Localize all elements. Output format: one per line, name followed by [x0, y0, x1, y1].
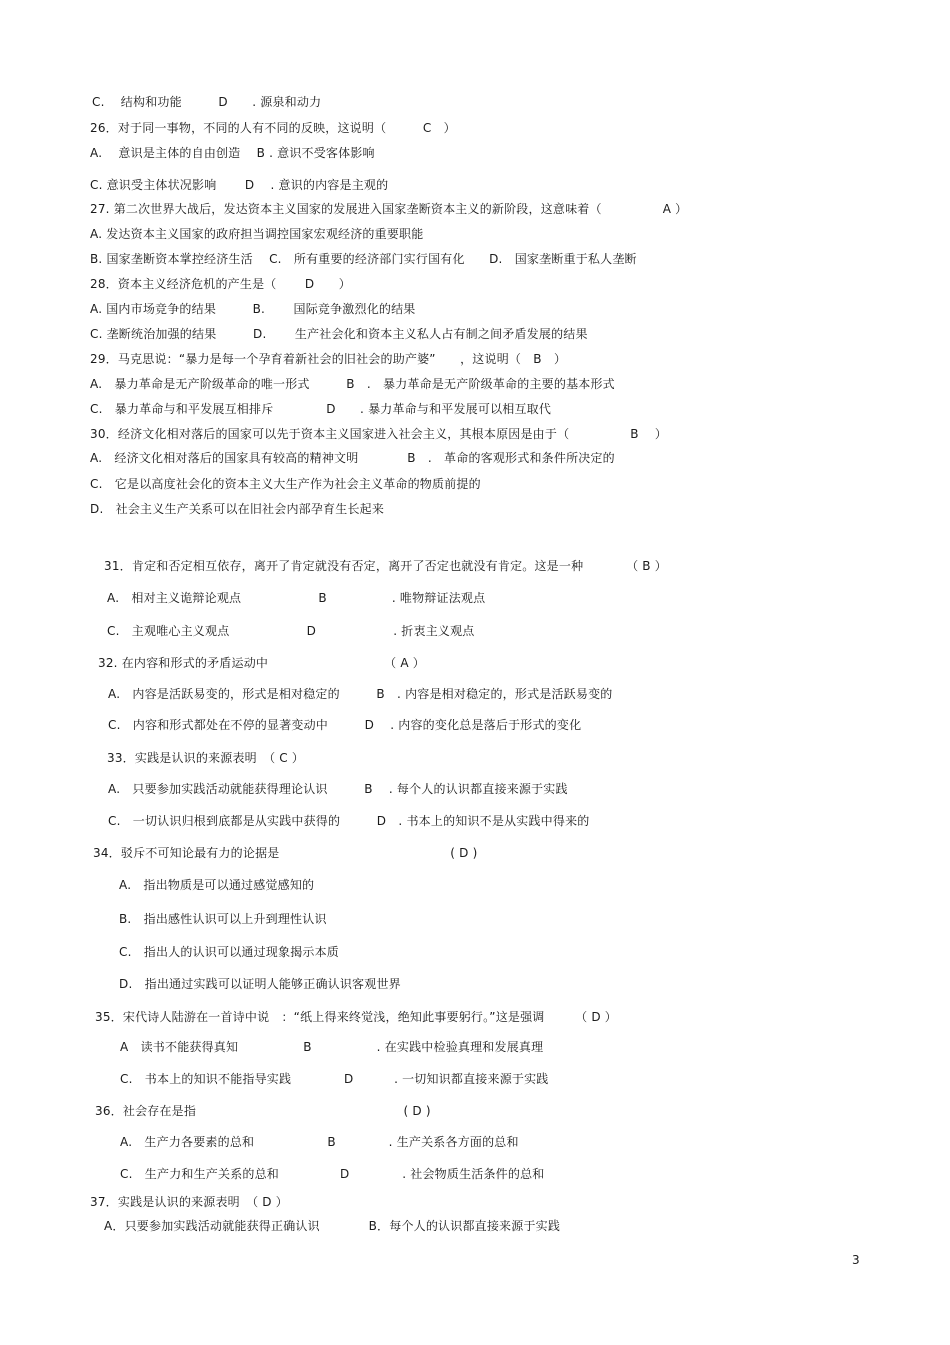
question-36-option-ab: A. 生产力各要素的总和 B . 生产关系各方面的总和 — [120, 1135, 519, 1149]
question-29-option-cd: C. 暴力革命与和平发展互相排斥 D . 暴力革命与和平发展可以相互取代 — [90, 402, 552, 416]
question-30-option-ab: A. 经济文化相对落后的国家具有较高的精神文明 B . 革命的客观形式和条件所决定的 — [90, 451, 615, 465]
question-34-stem: 34．驳斥不可知论最有力的论据是 ( D ) — [93, 846, 478, 860]
question-33-option-ab: A. 只要参加实践活动就能获得理论认识 B . 每个人的认识都直接来源于实践 — [108, 782, 568, 796]
question-37-option-ab: A．只要参加实践活动就能获得正确认识 B．每个人的认识都直接来源于实践 — [104, 1219, 561, 1233]
question-28-option-cd: C. 垄断统治加强的结果 D. 生产社会化和资本主义私人占有制之间矛盾发展的结果 — [90, 327, 588, 341]
question-35-option-ab: A 读书不能获得真知 B . 在实践中检验真理和发展真理 — [120, 1040, 544, 1054]
question-30-option-d: D. 社会主义生产关系可以在旧社会内部孕育生长起来 — [90, 502, 385, 516]
question-33-stem: 33．实践是认识的来源表明 （ C ） — [107, 751, 305, 765]
question-33-option-cd: C. 一切认识归根到底都是从实践中获得的 D . 书本上的知识不是从实践中得来的 — [108, 814, 590, 828]
question-32-option-ab: A. 内容是活跃易变的，形式是相对稳定的 B . 内容是相对稳定的，形式是活跃易变的 — [108, 687, 613, 701]
question-31-option-ab: A. 相对主义诡辩论观点 B . 唯物辩证法观点 — [107, 591, 486, 605]
question-29-stem: 29．马克思说：“暴力是每一个孕育着新社会的旧社会的助产婆” ，这说明（ B ） — [90, 352, 567, 366]
question-34-option-c: C. 指出人的认识可以通过现象揭示本质 — [119, 945, 339, 959]
question-28-option-ab: A. 国内市场竞争的结果 B. 国际竞争激烈化的结果 — [90, 302, 416, 316]
question-29-option-ab: A. 暴力革命是无产阶级革命的唯一形式 B . 暴力革命是无产阶级革命的主要的基本形式 — [90, 377, 615, 391]
question-35-stem: 35．宋代诗人陆游在一首诗中说 ：“纸上得来终觉浅，绝知此事要躬行。”这是强调 （ D ） — [95, 1010, 617, 1024]
question-28-stem: 28．资本主义经济危机的产生是（ D ） — [90, 277, 351, 291]
question-27-option-bcd: B. 国家垄断资本掌控经济生活 C. 所有重要的经济部门实行国有化 D. 国家垄断重于私人垄断 — [90, 252, 637, 266]
page-number: 3 — [852, 1253, 860, 1267]
question-32-stem: 32. 在内容和形式的矛盾运动中 （ A ） — [98, 656, 425, 670]
question-30-stem: 30．经济文化相对落后的国家可以先于资本主义国家进入社会主义，其根本原因是由于（ B ） — [90, 427, 668, 441]
question-34-option-b: B. 指出感性认识可以上升到理性认识 — [119, 912, 327, 926]
question-25-option-cd: C. 结构和功能 D . 源泉和动力 — [92, 95, 322, 109]
question-27-option-a: A. 发达资本主义国家的政府担当调控国家宏观经济的重要职能 — [90, 227, 424, 241]
question-36-option-cd: C. 生产力和生产关系的总和 D . 社会物质生活条件的总和 — [120, 1167, 545, 1181]
question-35-option-cd: C. 书本上的知识不能指导实践 D . 一切知识都直接来源于实践 — [120, 1072, 549, 1086]
question-26-stem: 26．对于同一事物，不同的人有不同的反映，这说明（ C ） — [90, 121, 456, 135]
question-31-stem: 31．肯定和否定相互依存，离开了肯定就没有否定，离开了否定也就没有肯定。这是一种 （ B ） — [104, 559, 667, 573]
question-37-stem: 37．实践是认识的来源表明 （ D ） — [90, 1195, 288, 1209]
question-34-option-d: D. 指出通过实践可以证明人能够正确认识客观世界 — [119, 977, 401, 991]
question-36-stem: 36．社会存在是指 ( D ) — [95, 1104, 431, 1118]
question-31-option-cd: C. 主观唯心主义观点 D . 折衷主义观点 — [107, 624, 475, 638]
question-26-option-cd: C. 意识受主体状况影响 D . 意识的内容是主观的 — [90, 178, 389, 192]
question-27-stem: 27. 第二次世界大战后，发达资本主义国家的发展进入国家垄断资本主义的新阶段，这意味着（ A ） — [90, 202, 688, 216]
question-34-option-a: A. 指出物质是可以通过感觉感知的 — [119, 878, 315, 892]
question-26-option-ab: A. 意识是主体的自由创造 B . 意识不受客体影响 — [90, 146, 375, 160]
question-32-option-cd: C. 内容和形式都处在不停的显著变动中 D . 内容的变化总是落后于形式的变化 — [108, 718, 582, 732]
question-30-option-c: C. 它是以高度社会化的资本主义大生产作为社会主义革命的物质前提的 — [90, 477, 481, 491]
